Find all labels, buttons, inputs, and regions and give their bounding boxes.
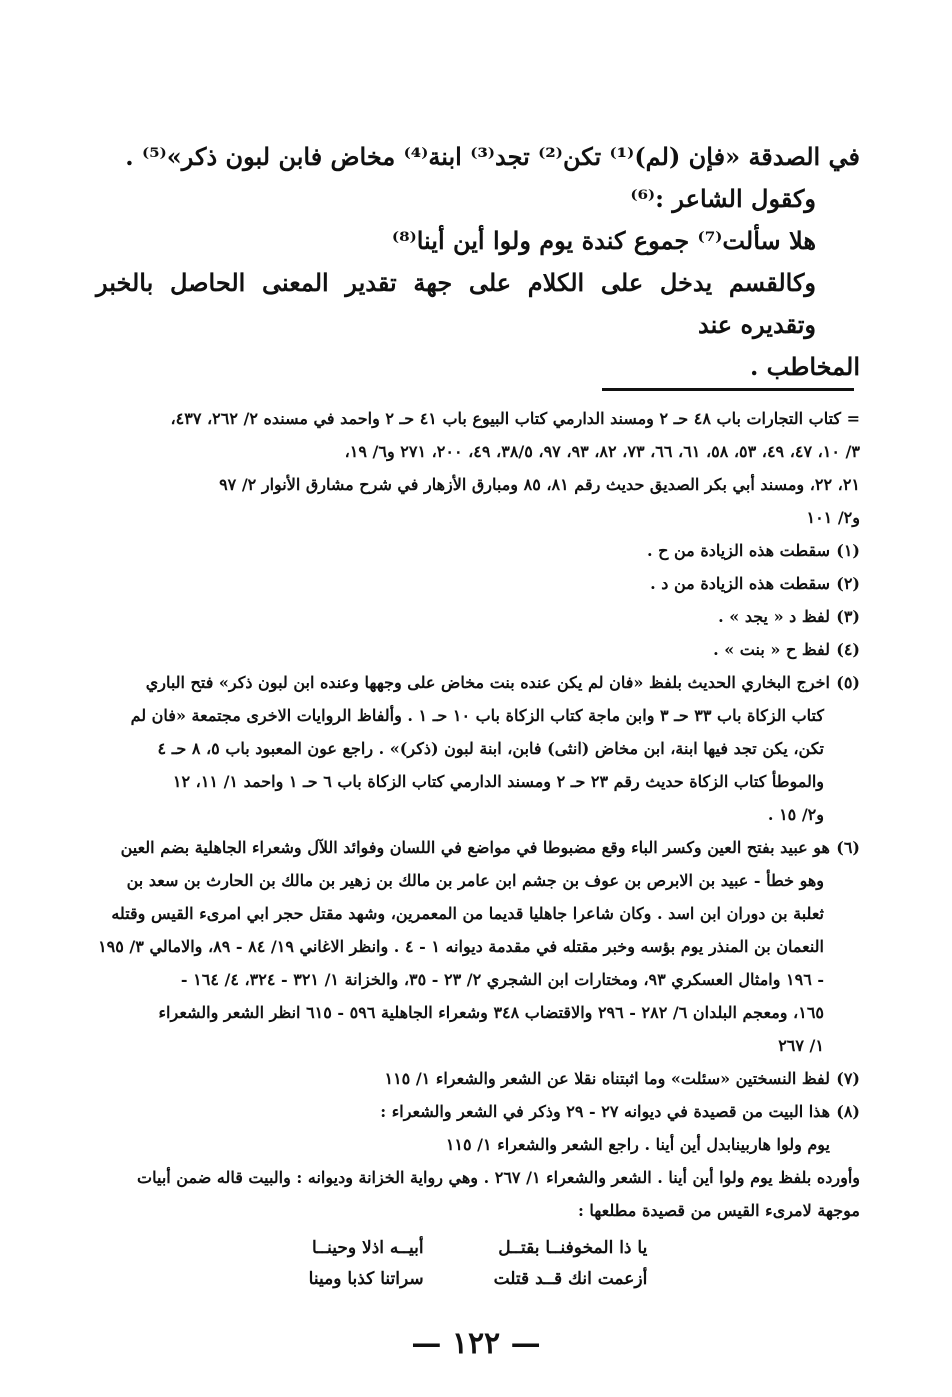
- footnote-number: (٣): [836, 607, 860, 626]
- footnote-text: سقطت هذه الزيادة من د .: [650, 574, 830, 593]
- main-line-3: هلا سألت⁽⁷⁾ جموع كندة يوم ولوا أين أينا⁽⁸⁾: [391, 226, 816, 255]
- footnote-number: (٧): [836, 1069, 860, 1088]
- footnote-text: هذا البيت من قصيدة في ديوانه ٢٧ - ٢٩ وذكر في الشعر والشعراء :: [380, 1102, 830, 1121]
- footnote-text: لفظ النسختين «سئلت» وما اثبتناه نقلا عن الشعر والشعراء ١/ ١١٥: [384, 1069, 830, 1088]
- verse-second-hemistichs: [309, 1233, 424, 1295]
- main-line-2: وكقول الشاعر :⁽⁶⁾: [630, 184, 816, 213]
- footnote-6-line: - ١٩٦ وامثال العسكري ٩٣، ومختارات ابن الشجري ٢/ ٢٣ - ٣٥، والخزانة ١/ ٣٢١ - ٣٢٤، ٤/ ١٦٤ -: [180, 970, 824, 989]
- footnote-text: سقطت هذه الزيادة من ح .: [646, 541, 830, 560]
- footnotes: [96, 402, 860, 1295]
- footnote-text: لفظ ح « بنت » .: [713, 640, 830, 659]
- footnote-continuation-line: = كتاب التجارات باب ٤٨ حـ ٢ ومسند الدارمي كتاب البيوع باب ٤١ حـ ٢ واحمد في مسنده ٢/ ٢٦٢، ٤٣٧،: [170, 409, 860, 428]
- main-line-4: وكالقسم يدخل على الكلام على جهة تقدير المعنى الحاصل بالخبر وتقديره عند: [96, 268, 816, 339]
- verse-hemistich: سراتنا كذبا ومينا: [308, 1269, 424, 1289]
- footnote-continuation-line: ٣/ ١٠، ٤٧، ٤٩، ٥٣، ٥٨، ٦١، ٦٦، ٧٣، ٨٢، ٩٣، ٩٧، ٣٨/٥، ٤٩، ٢٠٠، ٢٧١ و٦/ ١٩،: [344, 442, 860, 461]
- footnote-number: (٤): [836, 640, 860, 659]
- footnote-number: (٦): [836, 838, 860, 857]
- footnote-number: (٢): [836, 574, 860, 593]
- verse-hemistich: يا ذا المخوفنــا بقتــل: [498, 1238, 648, 1258]
- footnote-4: [96, 633, 860, 666]
- footnote-6-line: وهو خطأ - عبيد بن الابرص بن عوف بن جشم ابن عامر بن مالك بن زهير بن مالك بن الحارث بن سعد بن: [126, 871, 824, 890]
- footnote-8-line: موجهة لامرىء القيس من قصيدة مطلعها :: [577, 1201, 860, 1220]
- footnote-continuation-line: و٢/ ١٠١: [806, 508, 860, 527]
- footnote-5: [96, 666, 860, 699]
- footnote-6-line: ١/ ٢٦٧: [778, 1036, 824, 1055]
- poem-verse: [96, 1233, 860, 1295]
- footnote-8-line: وأورده بلفظ يوم ولوا أين أينا . الشعر والشعراء ١/ ٢٦٧ . وهي رواية الخزانة وديوانه : والبيت قاله ضمن أبيات: [137, 1168, 860, 1187]
- footnote-6-line: النعمان بن المنذر يوم بؤسه وخبر مقتله في مقدمة ديوانه ١ - ٤ . وانظر الاغاني ١٩/ ٨٤ - ٨٩، والامالي ٣/ ١٩٥: [98, 937, 824, 956]
- footnote-5-line: تكن، يكن تجد فيها ابنة، ابن مخاض (انثى) فابن، ابنة لبون (ذكر)» . راجع عون المعبود باب ٥، ٨ حـ ٤: [157, 739, 824, 758]
- main-line-5: المخاطب .: [749, 352, 860, 381]
- footnote-text: هو عبيد بفتح العين وكسر الباء وقع مضبوطا في مواضع في اللسان وفوائد اللآل وشعراء الجاهلية بضم العين: [120, 838, 830, 857]
- footnote-separator: [602, 388, 854, 391]
- footnote-5-line: و٢/ ١٥ .: [767, 805, 824, 824]
- footnote-2: [96, 567, 860, 600]
- footnote-7: [96, 1062, 860, 1095]
- page-number: — ١٢٢ —: [411, 1326, 541, 1361]
- footnote-number: (٨): [836, 1102, 860, 1121]
- verse-hemistich: أزعمت انك قــد قتلت: [493, 1269, 648, 1289]
- footnote-8: [96, 1095, 860, 1128]
- verse-first-hemistichs: [494, 1233, 648, 1295]
- footnote-text: اخرج البخاري الحديث بلفظ «فان لم يكن عنده بنت مخاض على وجهها وعنده ابن لبون ذكر» فتح الباري: [145, 673, 830, 692]
- footnote-1: [96, 534, 860, 567]
- main-text: [96, 136, 860, 388]
- footnote-number: (٥): [836, 673, 860, 692]
- footnote-text: لفظ د « يجد » .: [718, 607, 830, 626]
- footnote-6: [96, 831, 860, 864]
- footnote-5-line: والموطأ كتاب الزكاة حديث رقم ٢٣ حـ ٢ ومسند الدارمي كتاب الزكاة باب ٦ حـ ١ واحمد ١/ ١١، ١٢: [172, 772, 824, 791]
- footnote-6-line: ثعلبة بن دوران ابن اسد . وكان شاعرا جاهليا قديما من المعمرين، وشهد مقتل حجر ابي امرىء القيس وقتله: [111, 904, 824, 923]
- footnote-3: [96, 600, 860, 633]
- verse-hemistich: أبيــه اذلا وحينــا: [311, 1238, 424, 1258]
- footnote-6-line: ١٦٥، ومعجم البلدان ٦/ ٢٨٢ - ٢٩٦ والاقتضاب ٣٤٨ وشعراء الجاهلية ٥٩٦ - ٦١٥ انظر الشعر والشعراء: [158, 1003, 824, 1022]
- footnote-5-line: كتاب الزكاة باب ٣٣ حـ ٣ وابن ماجة كتاب الزكاة باب ١٠ حـ ١ . وألفاظ الروايات الاخرى مجتمعة «فان لم: [130, 706, 824, 725]
- main-line-1: في الصدقة «فإن (لم)⁽¹⁾ تكن⁽²⁾ تجد⁽³⁾ ابنة⁽⁴⁾ مخاض فابن لبون ذكر»⁽⁵⁾ .: [125, 142, 860, 171]
- footnote-continuation-line: ٢١، ٢٢، ومسند أبي بكر الصديق حديث رقم ٨١، ٨٥ ومبارق الأزهار في شرح مشارق الأنوار ٢/ ٩٧: [219, 475, 860, 494]
- footnote-number: (١): [836, 541, 860, 560]
- footnote-8-line: يوم ولوا هاربينابدل أين أينا . راجع الشعر والشعراء ١/ ١١٥: [445, 1135, 830, 1154]
